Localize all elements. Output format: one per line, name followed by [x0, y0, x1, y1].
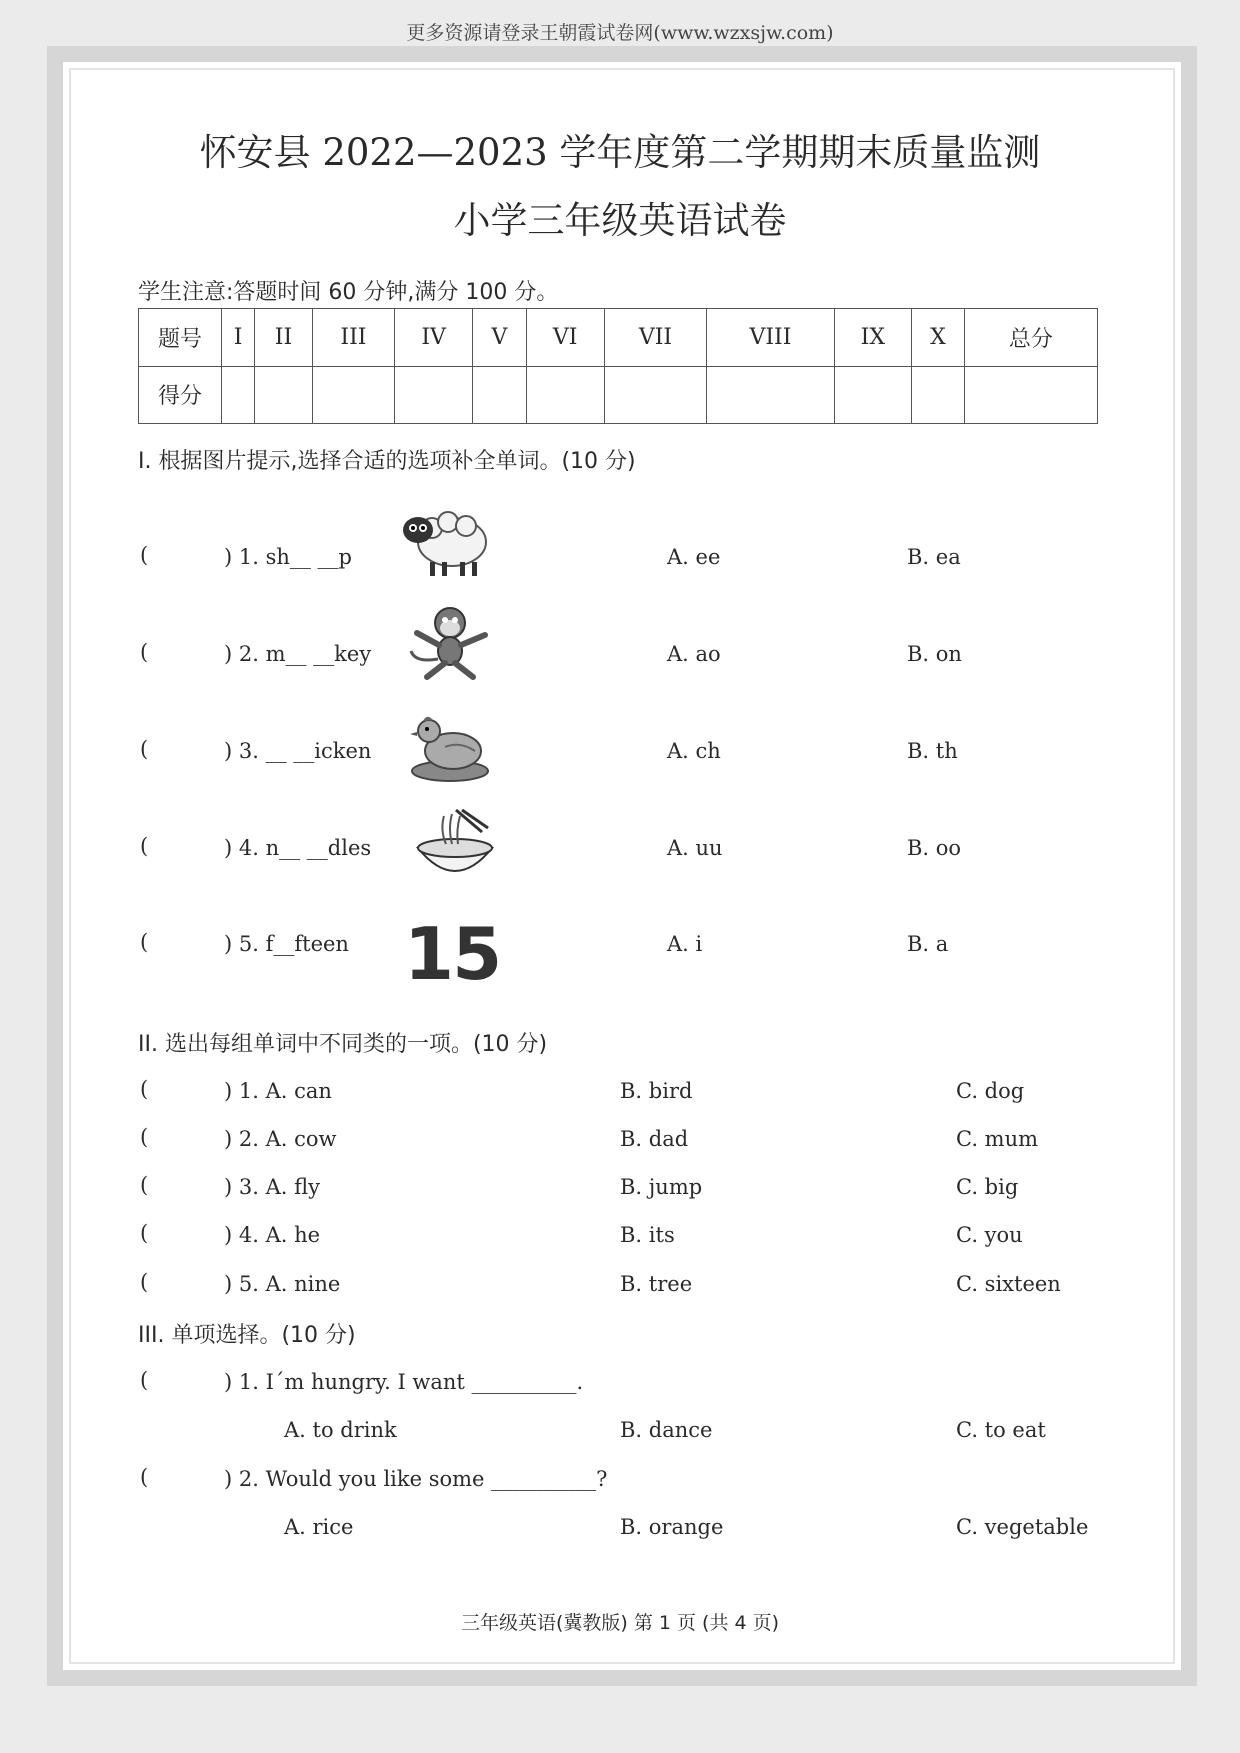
option-a: A. ch: [667, 739, 721, 763]
option-b: B. jump: [620, 1175, 703, 1199]
question-2-1: ) 1. A. can: [224, 1079, 332, 1103]
score-header-cell: 题号: [139, 309, 222, 367]
section-1-title: I. 根据图片提示,选择合适的选项补全单词。(10 分): [138, 449, 636, 474]
score-header-cell: IX: [834, 309, 911, 367]
option-c: C. to eat: [956, 1418, 1046, 1442]
answer-paren: (: [140, 1125, 149, 1149]
score-header-cell: VI: [526, 309, 604, 367]
fifteen-icon: 15: [404, 912, 501, 996]
answer-paren: (: [140, 1270, 149, 1294]
page-footer: 三年级英语(冀教版) 第 1 页 (共 4 页): [460, 1612, 780, 1634]
question-1-2: ) 2. m__ __key: [224, 642, 372, 666]
answer-paren: (: [140, 1368, 149, 1392]
option-b: B. dad: [620, 1127, 689, 1151]
option-b: B. its: [620, 1223, 675, 1247]
score-cell[interactable]: [395, 366, 473, 424]
score-header-cell: VIII: [707, 309, 834, 367]
answer-paren: (: [140, 930, 149, 954]
question-1-1: ) 1. sh__ __p: [224, 545, 352, 569]
exam-subtitle: 小学三年级英语试卷: [453, 199, 787, 242]
section-3-title: III. 单项选择。(10 分): [138, 1323, 356, 1348]
score-cell[interactable]: [312, 366, 394, 424]
answer-paren: (: [140, 834, 149, 858]
option-c: C. sixteen: [956, 1272, 1061, 1296]
score-cell[interactable]: [964, 366, 1097, 424]
score-header-cell: VII: [604, 309, 707, 367]
score-header-cell: 总分: [964, 309, 1097, 367]
score-header-cell: II: [255, 309, 313, 367]
score-cell[interactable]: [255, 366, 313, 424]
option-a: A. rice: [284, 1515, 354, 1539]
option-a: A. ao: [667, 642, 721, 666]
header-note: 更多资源请登录王朝霞试卷网(www.wzxsjw.com): [406, 22, 834, 44]
option-c: C. mum: [956, 1127, 1039, 1151]
score-table: [138, 308, 1098, 424]
option-b: B. bird: [620, 1079, 693, 1103]
sheep-icon: [400, 500, 490, 580]
option-c: C. big: [956, 1175, 1019, 1199]
score-cell[interactable]: [912, 366, 965, 424]
option-c: C. dog: [956, 1079, 1025, 1103]
score-cell[interactable]: [526, 366, 604, 424]
answer-paren: (: [140, 640, 149, 664]
option-a: A. ee: [667, 545, 721, 569]
option-b: B. orange: [620, 1515, 724, 1539]
section-2-title: II. 选出每组单词中不同类的一项。(10 分): [138, 1032, 548, 1057]
option-c: C. vegetable: [956, 1515, 1089, 1539]
noodles-icon: [410, 808, 500, 888]
question-2-3: ) 3. A. fly: [224, 1175, 320, 1199]
question-3-1: ) 1. I´m hungry. I want __________.: [224, 1370, 584, 1394]
score-cell[interactable]: [222, 366, 255, 424]
question-1-3: ) 3. __ __icken: [224, 739, 372, 763]
question-3-2: ) 2. Would you like some __________?: [224, 1467, 608, 1491]
answer-paren: (: [140, 737, 149, 761]
score-header-cell: V: [473, 309, 526, 367]
score-header-cell: III: [312, 309, 394, 367]
score-table-score-row: [139, 366, 1098, 424]
chicken-icon: [405, 705, 495, 785]
question-1-4: ) 4. n__ __dles: [224, 836, 372, 860]
student-notice: 学生注意:答题时间 60 分钟,满分 100 分。: [138, 280, 559, 305]
score-cell[interactable]: [473, 366, 526, 424]
score-table-header-row: [139, 309, 1098, 367]
monkey-icon: [405, 603, 495, 683]
question-2-4: ) 4. A. he: [224, 1223, 321, 1247]
option-b: B. th: [907, 739, 958, 763]
answer-paren: (: [140, 1221, 149, 1245]
option-b: B. ea: [907, 545, 961, 569]
option-b: B. on: [907, 642, 962, 666]
question-2-5: ) 5. A. nine: [224, 1272, 341, 1296]
option-a: A. uu: [667, 836, 723, 860]
option-a: A. to drink: [284, 1418, 397, 1442]
score-row-label: 得分: [139, 366, 222, 424]
answer-paren: (: [140, 1465, 149, 1489]
question-2-2: ) 2. A. cow: [224, 1127, 337, 1151]
option-b: B. oo: [907, 836, 962, 860]
score-cell[interactable]: [604, 366, 707, 424]
answer-paren: (: [140, 1077, 149, 1101]
answer-paren: (: [140, 1173, 149, 1197]
option-c: C. you: [956, 1223, 1023, 1247]
score-header-cell: X: [912, 309, 965, 367]
exam-title: 怀安县 2022—2023 学年度第二学期期末质量监测: [199, 131, 1041, 174]
option-a: A. i: [667, 932, 703, 956]
option-b: B. a: [907, 932, 949, 956]
option-b: B. dance: [620, 1418, 713, 1442]
question-1-5: ) 5. f__fteen: [224, 932, 349, 956]
option-b: B. tree: [620, 1272, 693, 1296]
score-header-cell: I: [222, 309, 255, 367]
answer-paren: (: [140, 543, 149, 567]
score-cell[interactable]: [834, 366, 911, 424]
score-header-cell: IV: [395, 309, 473, 367]
score-cell[interactable]: [707, 366, 834, 424]
